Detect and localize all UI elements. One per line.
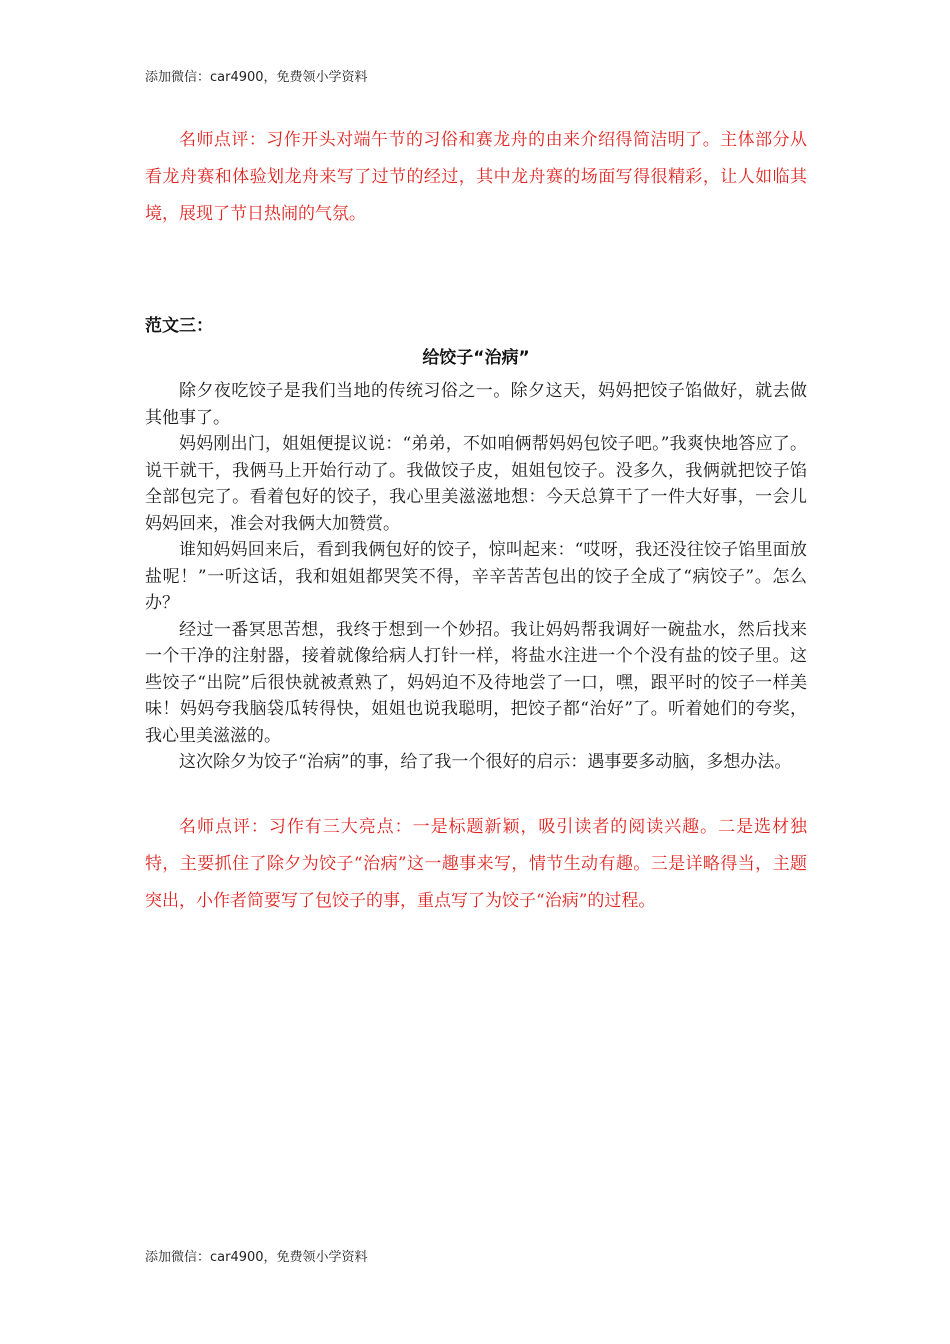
essay-body: [145, 378, 807, 776]
essay-paragraph: 谁知妈妈回来后，看到我俩包好的饺子，惊叫起来：“哎呀，我还没往饺子馅里面放盐呢！”一听这话，我和姐姐都哭笑不得，辛辛苦苦包出的饺子全成了“病饺子”。怎么办？: [145, 540, 807, 613]
essay-paragraph: 经过一番冥思苦想，我终于想到一个妙招。我让妈妈帮我调好一碗盐水，然后找来一个干净的注射器，接着就像给病人打针一样，将盐水注进一个个没有盐的饺子里。这些饺子“出院”后很快就被煮熟了，妈妈迫不及待地尝了一口，嘿，跟平时的饺子一样美味！妈妈夸我脑袋瓜转得快，姐姐也说我聪明，把饺子都“治好”了。听着她们的夸奖，我心里美滋滋的。: [145, 619, 807, 746]
essay-paragraph: 妈妈刚出门，姐姐便提议说：“弟弟，不如咱俩帮妈妈包饺子吧。”我爽快地答应了。说干就干，我俩马上开始行动了。我做饺子皮，姐姐包饺子。没多久，我俩就把饺子馅全部包完了。看着包好的饺子，我心里美滋滋地想：今天总算干了一件大好事，一会儿妈妈回来，准会对我俩大加赞赏。: [145, 434, 807, 534]
header-note: 添加微信：car4900，免费领小学资料: [145, 70, 368, 85]
teacher-comment-2: [145, 809, 807, 920]
teacher-comment-1-text: 名师点评：习作开头对端午节的习俗和赛龙舟的由来介绍得简洁明了。主体部分从看龙舟赛和体验划龙舟来写了过节的经过，其中龙舟赛的场面写得很精彩，让人如临其境，展现了节日热闹的气氛。: [145, 130, 807, 224]
essay-paragraph: 除夕夜吃饺子是我们当地的传统习俗之一。除夕这天，妈妈把饺子馅做好，就去做其他事了。: [145, 381, 807, 428]
teacher-comment-2-text: 名师点评：习作有三大亮点：一是标题新颖，吸引读者的阅读兴趣。二是选材独特，主要抓住了除夕为饺子“治病”这一趣事来写，情节生动有趣。三是详略得当，主题突出，小作者简要写了包饺子的事，重点写了为饺子“治病”的过程。: [145, 817, 807, 911]
footer-note: 添加微信：car4900，免费领小学资料: [145, 1250, 368, 1265]
essay-paragraph: 这次除夕为饺子“治病”的事，给了我一个很好的启示：遇事要多动脑，多想办法。: [179, 752, 792, 772]
section-label: 范文三：: [145, 316, 213, 336]
teacher-comment-1: [145, 122, 807, 233]
essay-title: 给饺子“治病”: [422, 348, 530, 368]
